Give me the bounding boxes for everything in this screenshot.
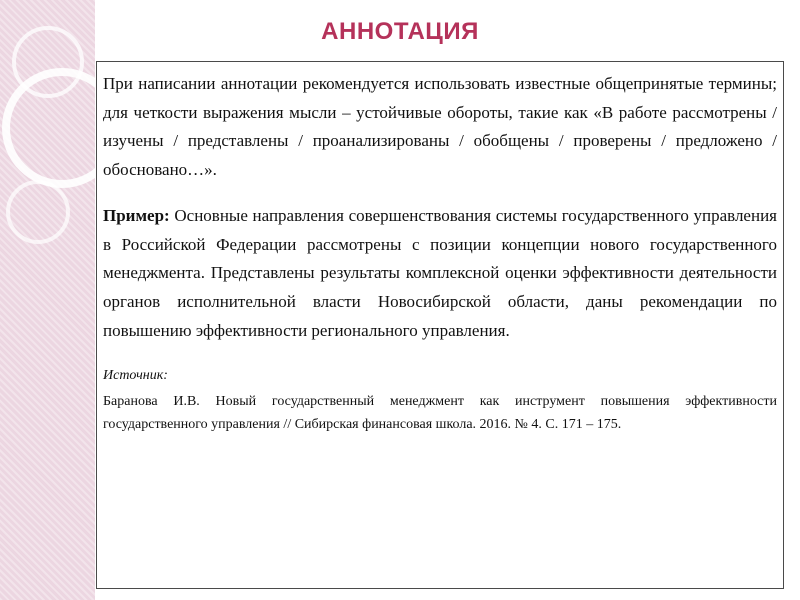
example-label: Пример: <box>103 205 170 225</box>
intro-paragraph: При написании аннотации рекомендуется использовать известные общепринятые термины; для четкости выражения мысли – устойчивые обороты, такие как «В работе рассмотрены / изучены / представлены / проанализированы / обобщены / проверены / предложено / обосновано…». <box>103 74 777 180</box>
slide-title: АННОТАЦИЯ <box>321 18 479 45</box>
example-text: Основные направления совершенствования системы государственного управления в Российской Федерации рассмотрены с позиции концепции нового государственного менеджмента. Представлены результаты комплексной оценки эффективности деятельности органов исполнительной власти Новосибирской области, даны рекомендации по повышению эффективности регионального управления. <box>103 205 777 340</box>
source-label: Источник: <box>103 368 168 384</box>
source-citation: Баранова И.В. Новый государственный менеджмент как инструмент повышения эффективности государственного управления // Сибирская финансовая школа. 2016. № 4. С. 171 – 175. <box>103 394 777 433</box>
annotation-text-box <box>96 61 784 589</box>
example-paragraph <box>103 202 777 346</box>
ring-small <box>8 182 68 242</box>
